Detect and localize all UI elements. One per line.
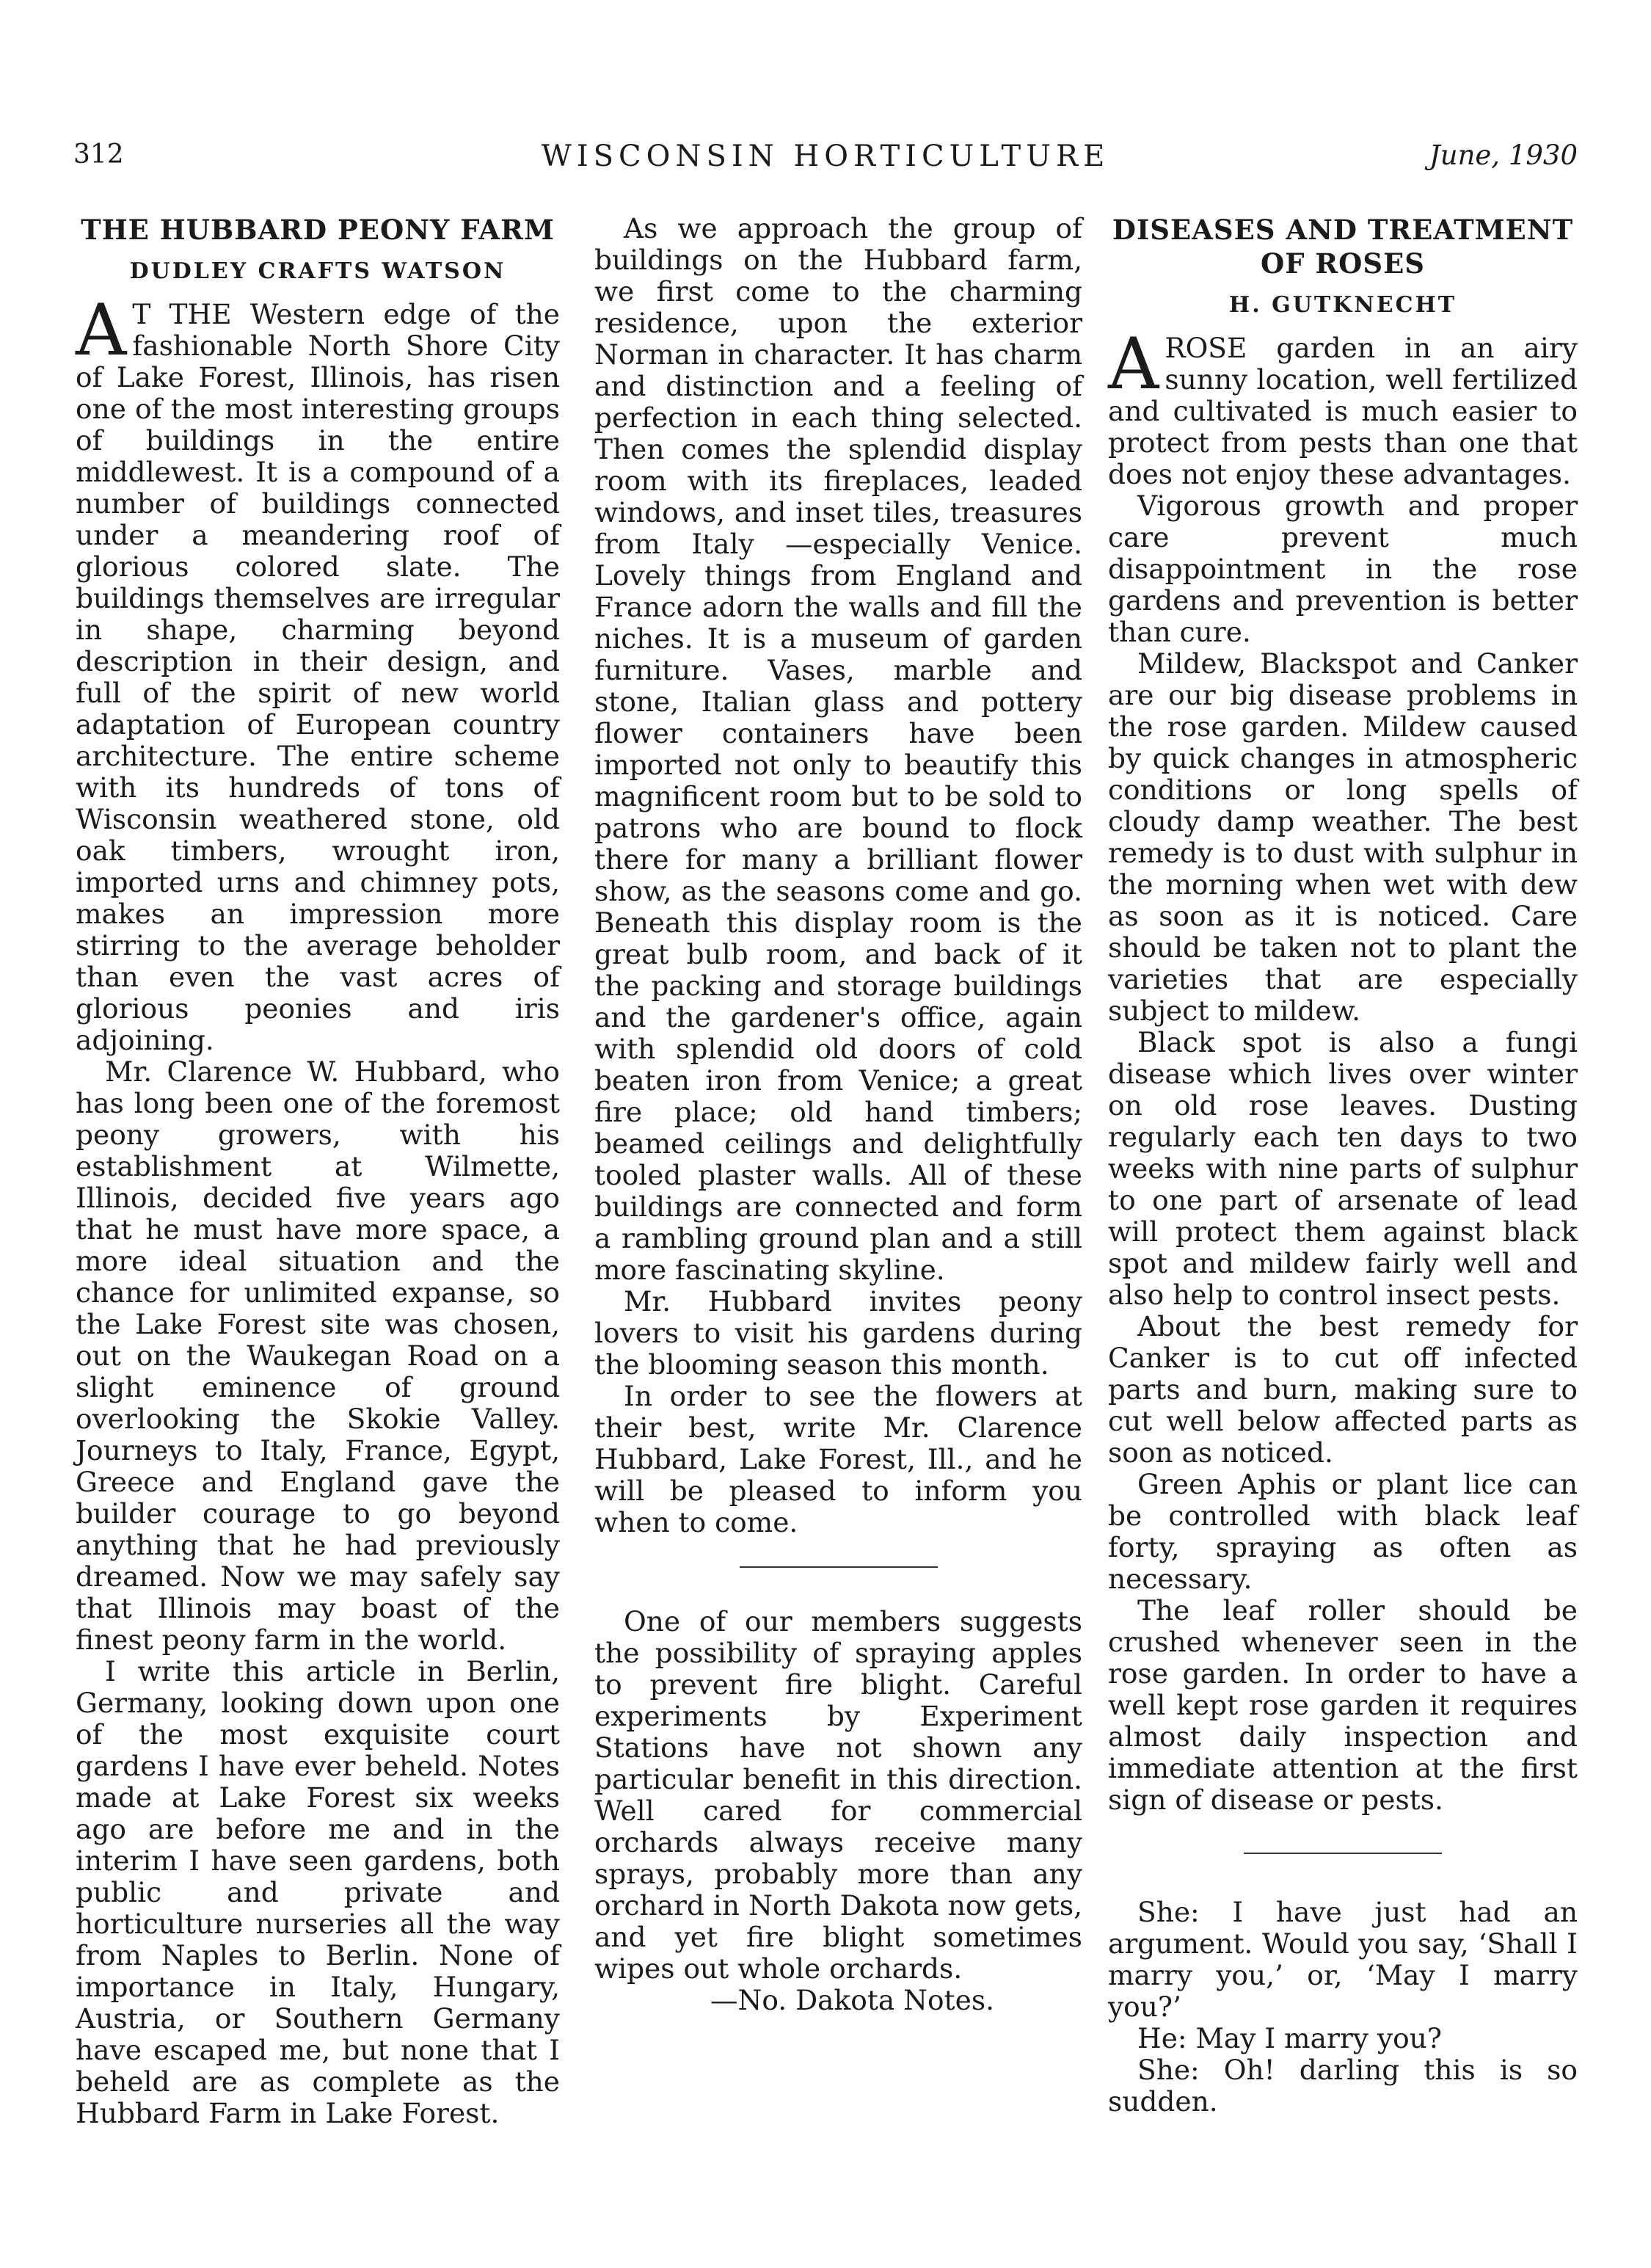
article-title-roses: DISEASES AND TREATMENT OF ROSES bbox=[1112, 214, 1574, 280]
dialog-line: He: May I marry you? bbox=[1137, 2022, 1442, 2054]
paragraph: In order to see the flowers at their best, write Mr. Clarence Hubbard, Lake Forest, Ill., and he will be pleased to inform you when to come. bbox=[594, 1380, 1082, 1538]
paragraph: As we approach the group of buildings on the Hubbard farm, we first come to the charming residence, upon the exterior Norman in character. It has charm and distinction and a feeling of perfection in each thing selected. Then comes the splendid display room with its fireplaces, leaded windows, and inset tiles, treasures from Italy —especially Venice. Lovely things from England and France adorn the walls and fill the niches. It is a museum of garden furniture. Vases, marble and stone, Italian glass and pottery flower containers have been imported not only to beautify this magnificent room but to be sold to patrons who are bound to flock there for many a brilliant flower show, as the seasons come and go. Beneath this display room is the great bulb room, and back of it the packing and storage buildings and the gardener's office, again with splendid old doors of cold beaten iron from Venice; a great fire place; old hand timbers; beamed ceilings and delightfully tooled plaster walls. All of these buildings are connected and form a rambling ground plan and a still more fascinating skyline. bbox=[594, 212, 1082, 1286]
paragraph bbox=[76, 289, 560, 1056]
paragraph: Black spot is also a fungi disease which lives over winter on old rose leaves. Dusting regularly each ten days to two weeks with nine parts of sulphur to one part of arsenate of lead will protect them against black spot and mildew fairly well and also help to control insect pests. bbox=[1108, 1026, 1578, 1311]
dialog-line: She: I have just had an argument. Would you say, ‘Shall I marry you,’ or, ‘May I marry you?’ bbox=[1108, 1896, 1578, 2023]
article-byline-gutknecht: H. GUTKNECHT bbox=[1228, 292, 1457, 318]
joke-dialog bbox=[1108, 1897, 1578, 2118]
page-number: 312 bbox=[73, 139, 124, 170]
article-title-hubbard: THE HUBBARD PEONY FARM bbox=[81, 214, 555, 246]
paragraph: Mildew, Blackspot and Canker are our big disease problems in the rose garden. Mildew caused by quick changes in atmospheric conditions or long spells of cloudy damp weather. The best remedy is to dust with sulphur in the morning when wet with dew as soon as it is noticed. Care should be taken not to plant the varieties that are especially subject to mildew. bbox=[1108, 647, 1578, 1027]
column-right bbox=[1108, 213, 1578, 2118]
drop-cap: A bbox=[1108, 323, 1159, 405]
paragraph: I write this article in Berlin, Germany, looking down upon one of the most exquisite court gardens I have ever beheld. Notes made at Lake Forest six weeks ago are before me and in the interim I have seen gardens, both public and private and horticulture nurseries all the way from Naples to Berlin. None of importance in Italy, Hungary, Austria, or Southern Germany have escaped me, but none that I beheld are as complete as the Hubbard Farm in Lake Forest. bbox=[76, 1655, 560, 2129]
paragraph: Vigorous growth and proper care prevent much disappointment in the rose gardens and prevention is better than cure. bbox=[1108, 490, 1578, 648]
paragraph: Mr. Hubbard invites peony lovers to visit his gardens during the blooming season this month. bbox=[594, 1285, 1082, 1381]
section-divider bbox=[1244, 1853, 1442, 1854]
dialog-line: She: Oh! darling this is so sudden. bbox=[1108, 2054, 1578, 2118]
fire-blight-note: One of our members suggests the possibility of spraying apples to prevent fire blight. Careful experiments by Experiment Stations have not shown any particular benefit in this direction. Well cared for commercial orchards always receive many sprays, probably more than any orchard in North Dakota now gets, and yet fire blight sometimes wipes out whole orchards. bbox=[594, 1605, 1082, 1985]
column-middle bbox=[594, 213, 1082, 2016]
running-title: WISCONSIN HORTICULTURE bbox=[541, 139, 1110, 173]
issue-date: June, 1930 bbox=[1429, 139, 1578, 171]
paragraph: Mr. Clarence W. Hubbard, who has long been one of the foremost peony growers, with his establishment at Wilmette, Illinois, decided five years ago that he must have more space, a more ideal situation and the chance for unlimited expanse, so the Lake Forest site was chosen, out on the Waukegan Road on a slight eminence of ground overlooking the Skokie Valley. Journeys to Italy, France, Egypt, Greece and England gave the builder courage to go beyond anything that he had previously dreamed. Now we may safely say that Illinois may boast of the finest peony farm in the world. bbox=[76, 1055, 560, 1656]
section-divider bbox=[740, 1566, 938, 1568]
column-left bbox=[76, 213, 560, 2129]
paragraph: Green Aphis or plant lice can be controlled with black leaf forty, spraying as often as necessary. bbox=[1108, 1468, 1578, 1595]
paragraph: About the best remedy for Canker is to cut off infected parts and burn, making sure to cut well below affected parts as soon as noticed. bbox=[1108, 1310, 1578, 1469]
paragraph: The leaf roller should be crushed whenever seen in the rose garden. In order to have a well kept rose garden it requires almost daily inspection and immediate attention at the first sign of disease or pests. bbox=[1108, 1594, 1578, 1816]
paragraph-text: T THE Western edge of the fashionable North Shore City of Lake Forest, Illinois, has risen one of the most interesting groups of buildings in the entire middlewest. It is a compound of a number of buildings connected under a meandering roof of glorious colored slate. The buildings themselves are irregular in shape, charming beyond description in their design, and full of the spirit of new world adaptation of European country architecture. The entire scheme with its hundreds of tons of Wisconsin weathered stone, old oak timbers, wrought iron, imported urns and chimney pots, makes an impression more stirring to the average beholder than even the vast acres of glorious peonies and iris adjoining. bbox=[76, 298, 560, 1056]
article-byline-watson: DUDLEY CRAFTS WATSON bbox=[129, 258, 506, 284]
paragraph-text: ROSE garden in an airy sunny location, well fertilized and cultivated is much easier to protect from pests than one that does not enjoy these advantages. bbox=[1108, 332, 1578, 490]
page-header bbox=[73, 139, 1578, 183]
note-source: —No. Dakota Notes. bbox=[710, 1984, 994, 2016]
paragraph bbox=[1108, 323, 1578, 490]
drop-cap: A bbox=[76, 289, 127, 371]
